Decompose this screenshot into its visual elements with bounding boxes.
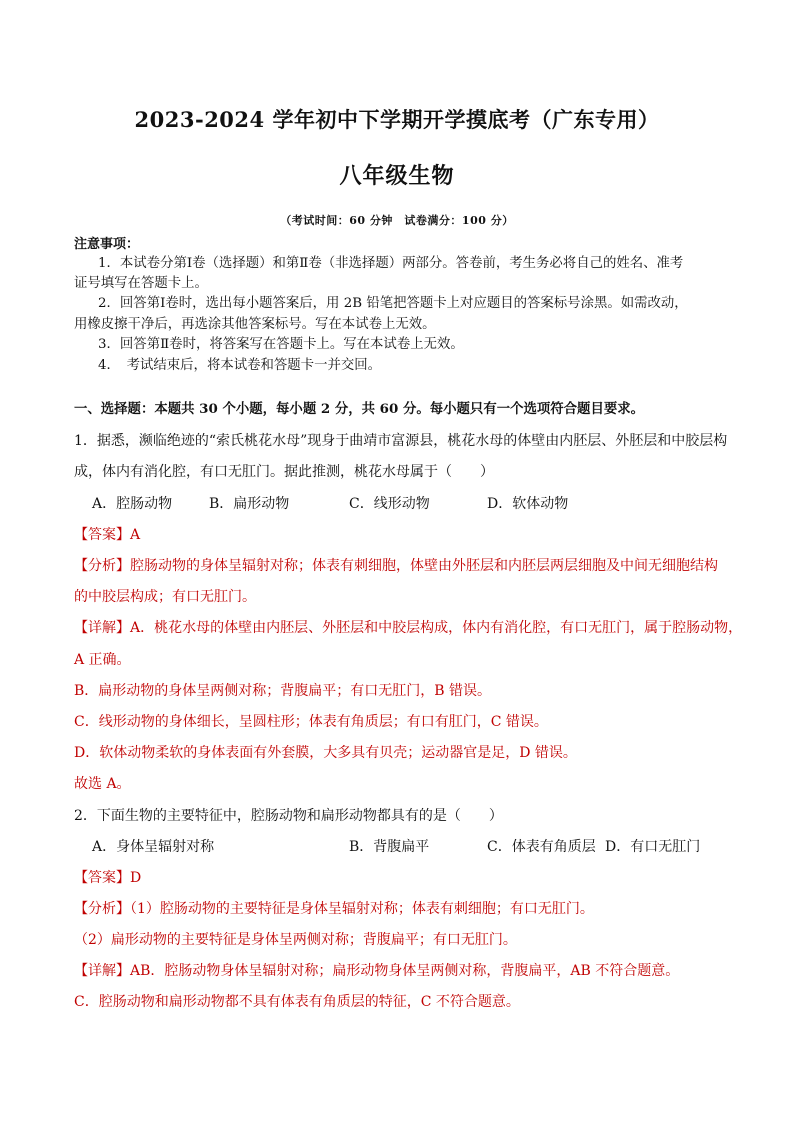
- notice-line: 3．回答第Ⅱ卷时，将答案写在答题卡上。写在本试卷上无效。: [98, 337, 464, 352]
- answer-value: A: [130, 527, 141, 543]
- answer-value: D: [130, 870, 142, 886]
- question-1-option-c: C．线形动物: [349, 496, 430, 512]
- question-1-detail: [74, 617, 742, 637]
- exam-info: （考试时间：60 分钟 试卷满分：100 分）: [280, 214, 514, 227]
- notice-line: 证号填写在答题卡上。: [74, 276, 208, 291]
- question-1-stem: 1．据悉，濒临绝迹的“索氏桃花水母”现身于曲靖市富源县，桃花水母的体壁由内胚层、外胚层和中胶层构: [74, 433, 728, 449]
- notice-line: 4． 考试结束后，将本试卷和答题卡一并交回。: [98, 358, 382, 373]
- section-heading: 一、选择题：本题共 30 个小题，每小题 2 分，共 60 分。每小题只有一个选项符合题目要求。: [74, 401, 645, 417]
- question-1-analysis: [74, 555, 718, 575]
- analysis-tag: 【分析】: [74, 558, 130, 574]
- question-1-stem: 成，体内有消化腔，有口无肛门。据此推测，桃花水母属于（ ）: [74, 464, 494, 480]
- notice-line: 2．回答第Ⅰ卷时，选出每小题答案后，用 2B 铅笔把答题卡上对应题目的答案标号涂黑。如需改动，: [98, 296, 688, 311]
- analysis-text: 腔肠动物的身体呈辐射对称；体表有刺细胞，体壁由外胚层和内胚层两层细胞及中间无细胞结构: [130, 558, 718, 574]
- question-1-conclusion: 故选 A。: [74, 776, 131, 792]
- question-2-option-c: C．体表有角质层: [487, 839, 596, 855]
- question-2-option-b: B．背腹扁平: [349, 839, 430, 855]
- question-1-detail-line: D．软体动物柔软的身体表面有外套膜，大多具有贝壳；运动器官是足，D 错误。: [74, 745, 577, 761]
- question-2-detail-line: C．腔肠动物和扁形动物都不具有体表有角质层的特征，C 不符合题意。: [74, 994, 520, 1010]
- question-1-detail-line: C．线形动物的身体细长，呈圆柱形；体表有角质层；有口有肛门，C 错误。: [74, 714, 548, 730]
- notice-line: 用橡皮擦干净后，再选涂其他答案标号。写在本试卷上无效。: [74, 317, 436, 332]
- question-2-analysis-line: （2）扁形动物的主要特征是身体呈两侧对称；背腹扁平；有口无肛门。: [74, 932, 517, 948]
- question-1-option-d: D．软体动物: [487, 496, 569, 512]
- detail-tag: 【详解】: [74, 620, 130, 636]
- question-2-answer: [74, 867, 141, 887]
- question-1-analysis-line: 的中胶层构成；有口无肛门。: [74, 589, 256, 605]
- analysis-tag: 【分析】: [74, 901, 130, 917]
- answer-tag: 【答案】: [74, 870, 130, 886]
- question-1-option-a: A．腔肠动物: [92, 496, 173, 512]
- exam-subtitle: 八年级生物: [339, 163, 455, 189]
- question-2-stem: 2．下面生物的主要特征中，腔肠动物和扁形动物都具有的是（ ）: [74, 808, 503, 824]
- question-2-option-d: D．有口无肛门: [605, 839, 701, 855]
- question-1-answer: [74, 524, 140, 544]
- detail-text: AB．腔肠动物身体呈辐射对称；扁形动物身体呈两侧对称，背腹扁平，AB 不符合题意。: [130, 963, 680, 979]
- notice-heading: 注意事项：: [74, 237, 140, 252]
- analysis-text: （1）腔肠动物的主要特征是身体呈辐射对称；体表有刺细胞；有口无肛门。: [130, 901, 594, 917]
- detail-text: A．桃花水母的体壁由内胚层、外胚层和中胶层构成，体内有消化腔，有口无肛门，属于腔肠动物，: [130, 620, 743, 636]
- question-2-detail: [74, 960, 679, 980]
- notice-line: 1．本试卷分第Ⅰ卷（选择题）和第Ⅱ卷（非选择题）两部分。答卷前，考生务必将自己的姓名、准考: [98, 256, 684, 271]
- question-1-option-b: B．扁形动物: [209, 496, 290, 512]
- question-2-option-a: A．身体呈辐射对称: [92, 839, 215, 855]
- detail-tag: 【详解】: [74, 963, 130, 979]
- exam-title: 2023-2024 学年初中下学期开学摸底考（广东专用）: [134, 107, 660, 132]
- answer-tag: 【答案】: [74, 527, 130, 543]
- question-1-detail-line: B．扁形动物的身体呈两侧对称；背腹扁平；有口无肛门，B 错误。: [74, 683, 492, 699]
- question-1-detail-line: A 正确。: [74, 652, 131, 668]
- question-2-analysis: [74, 898, 594, 918]
